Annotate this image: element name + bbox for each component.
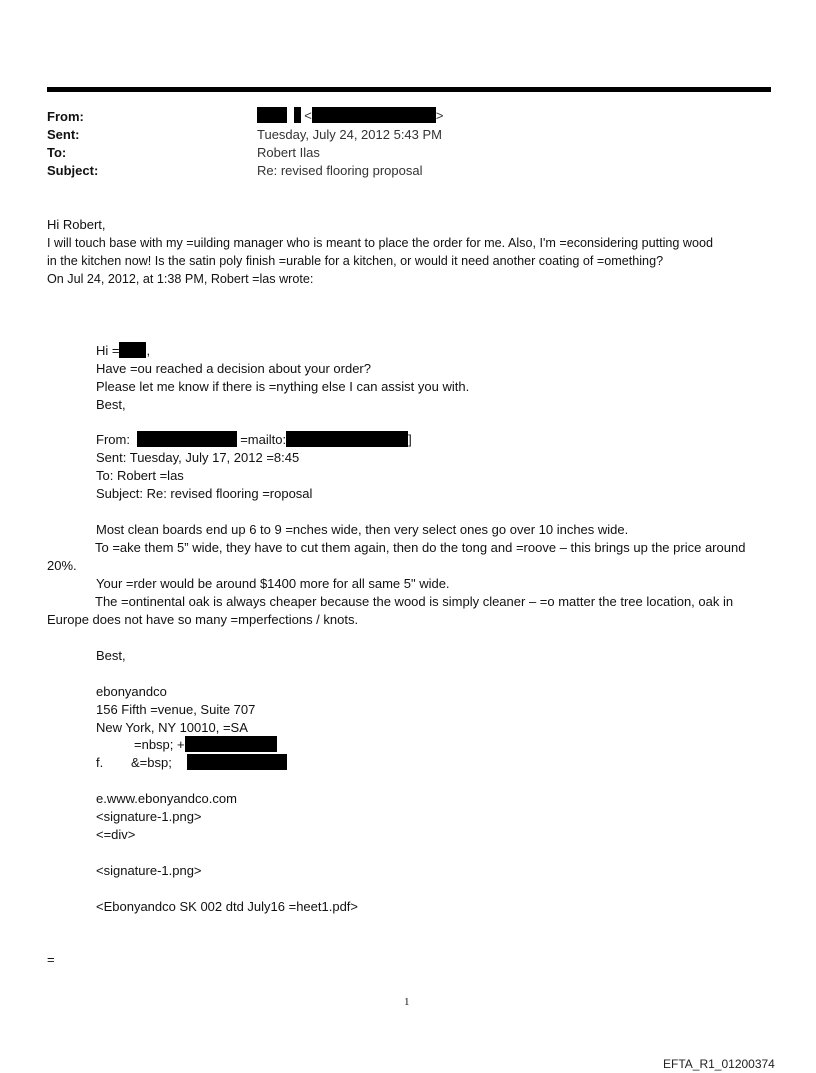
to-label: To: [47,145,67,160]
fax-label: f. [96,755,104,770]
from-open-bracket: < [304,108,312,123]
signature-placeholder-2: <signature-1.png> [96,863,202,878]
quoted-subject: Subject: Re: revised flooring =roposal [96,486,313,501]
address-line-1: 156 Fifth =venue, Suite 707 [96,702,256,717]
from-close-bracket: > [435,108,444,123]
quoted-para-4: The =ontinental oak is always cheaper because the wood is simply cleaner – =o matter the tree location, oak in Europe does not have so many =mperfections / knots. [47,594,734,627]
quoted-hi-comma: , [146,343,151,358]
fax-line [131,754,287,772]
quoted-from-label: From: [96,432,130,447]
address-line-2: New York, NY 10010, =SA [96,720,248,735]
quoted-line-1: Have =ou reached a decision about your order? [96,361,371,376]
from-label: From: [47,109,84,124]
redaction [187,754,287,770]
redaction [312,107,436,123]
redaction [257,107,287,123]
quoted-mailto: =mailto: [240,432,287,447]
page-number: 1 [404,996,410,1008]
quoted-from [96,431,412,449]
quoted-from-end: ] [408,432,412,447]
document-id: EFTA_R1_01200374 [663,1057,775,1071]
quoted-sent: Sent: Tuesday, July 17, 2012 =8:45 [96,450,300,465]
body-line-2: in the kitchen now! Is the satin poly finish =urable for a kitchen, or would it need another coating of =omething? [47,254,664,268]
redaction [185,736,277,752]
quoted-best: Best, [96,648,126,663]
redaction [294,107,301,123]
quoted-to: To: Robert =las [96,468,184,483]
quoted-hi: Hi = [96,343,120,358]
redaction [286,431,408,447]
body-line-1: I will touch base with my =uilding manager who is meant to place the order for me. Also, I'm =econsidering putting wood [47,236,714,250]
quoted-line-3: Best, [96,397,126,412]
quoted-para-2: To =ake them 5” wide, they have to cut them again, then do the tong and =roove – this brings up the price around 20%. [47,540,746,573]
body-line-3: On Jul 24, 2012, at 1:38 PM, Robert =las wrote: [47,272,314,286]
attachment-placeholder: <Ebonyandco SK 002 dtd July16 =heet1.pdf> [96,899,359,914]
subject-value: Re: revised flooring proposal [257,163,423,178]
quoted-greeting [96,342,150,360]
greeting: Hi Robert, [47,217,106,232]
header-rule [47,87,771,92]
subject-label: Subject: [47,163,99,178]
fax-bsp: &=bsp; [131,755,172,770]
from-value [257,107,443,123]
phone-line [134,736,277,754]
div-tag: <=div> [96,827,136,842]
quoted-para-1: Most clean boards end up 6 to 9 =nches wide, then very select ones go over 10 inches wide. [96,522,629,537]
redaction [137,431,237,447]
to-value: Robert Ilas [257,145,320,160]
website: e.www.ebonyandco.com [96,791,237,806]
signature-placeholder-1: <signature-1.png> [96,809,202,824]
sent-value: Tuesday, July 24, 2012 5:43 PM [257,127,442,142]
quoted-line-2: Please let me know if there is =nything else I can assist you with. [96,379,470,394]
redaction [119,342,146,358]
phone-prefix: =nbsp; + [134,737,185,752]
sent-label: Sent: [47,127,80,142]
trailing-equals: = [47,952,55,967]
company-name: ebonyandco [96,684,167,699]
quoted-para-3: Your =rder would be around $1400 more for all same 5" wide. [96,576,450,591]
